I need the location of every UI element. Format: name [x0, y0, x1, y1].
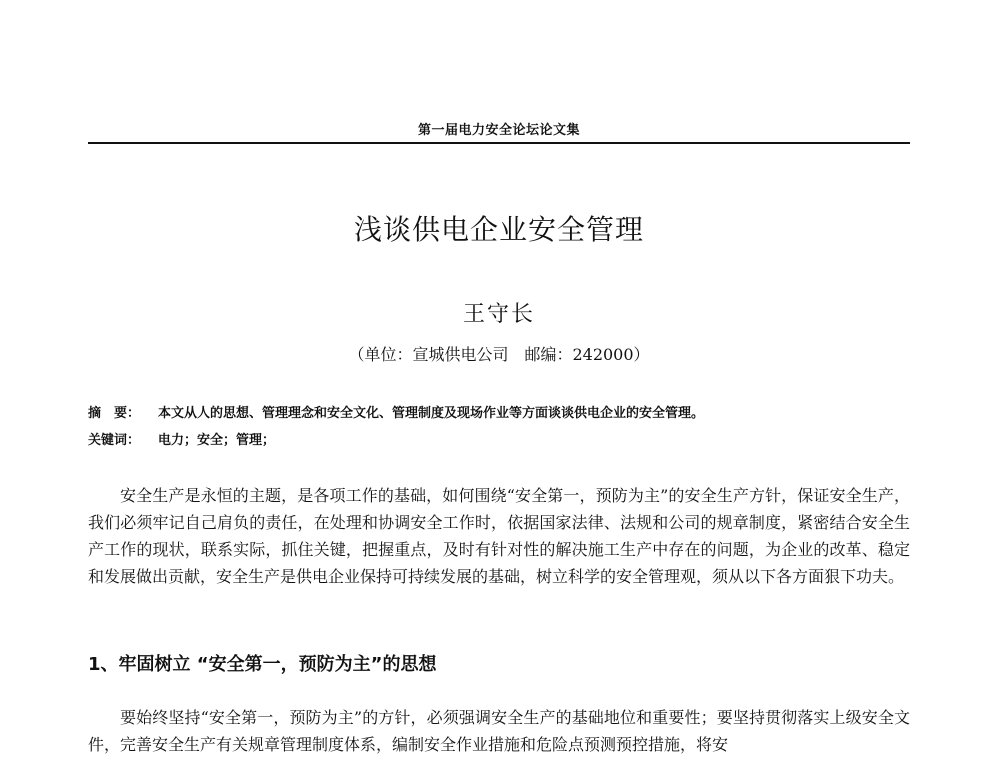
header-rule	[88, 142, 910, 144]
author-affiliation: （单位：宣城供电公司 邮编：242000）	[348, 345, 650, 364]
intro-paragraph: 安全生产是永恒的主题，是各项工作的基础，如何围绕“安全第一，预防为主”的安全生产方针，保证安全生产，我们必须牢记自己肩负的责任，在处理和协调安全工作时，依据国家法律、法规和公司的规章制度，紧密结合安全生产工作的现状，联系实际，抓住关键，把握重点，及时有针对性的解决施工生产中存在的问题，为企业的改革、稳定和发展做出贡献，安全生产是供电企业保持可持续发展的基础，树立科学的安全管理观，须从以下各方面狠下功夫。	[88, 486, 910, 586]
running-header: 第一届电力安全论坛论文集	[417, 123, 580, 138]
section-heading-1: 1、牢固树立 “安全第一，预防为主”的思想	[88, 654, 437, 675]
abstract-label: 摘 要：	[88, 406, 141, 421]
author-name: 王守长	[462, 302, 535, 327]
section-1-paragraph: 要始终坚持“安全第一，预防为主”的方针，必须强调安全生产的基础地位和重要性；要坚持贯彻落实上级安全文件，完善安全生产有关规章管理制度体系，编制安全作业措施和危险点预测预控措施，将安	[88, 708, 910, 754]
paper-title: 浅谈供电企业安全管理	[353, 213, 644, 246]
keywords-text: 电力；安全；管理；	[158, 433, 276, 448]
keywords	[88, 429, 910, 448]
keywords-label: 关键词：	[88, 433, 141, 448]
abstract	[88, 402, 910, 421]
abstract-text: 本文从人的思想、管理理念和安全文化、管理制度及现场作业等方面谈谈供电企业的安全管理。	[158, 406, 705, 421]
